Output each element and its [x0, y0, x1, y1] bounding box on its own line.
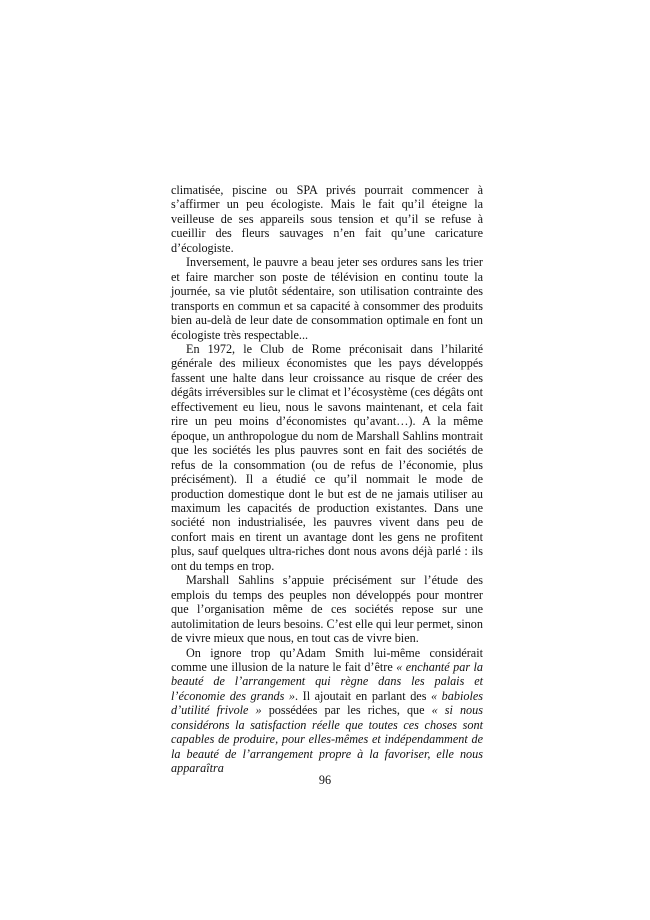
paragraph-5 — [171, 646, 483, 776]
paragraph-text: Inversement, le pauvre a beau jeter ses ordures sans les trier et faire marcher son poste de télévision en continu toute la journée, sa vie plutôt sédentaire, son utilisation contrainte des transports en commun et sa capacité à consommer des produits bien au-delà de leur date de consommation optimale en font un écologiste très respectable... — [171, 255, 483, 342]
paragraph-text: En 1972, le Club de Rome préconisait dans l’hilarité générale des milieux économistes que les pays développés fassent une halte dans leur croissance au risque de créer des dégâts irréversibles sur le climat et l’écosystème (ces dégâts ont effectivement eu lieu, nous le savons maintenant, et cela fait rire un peu moins d’économistes qu’avant…). A la même époque, un anthropologue du nom de Marshall Sahlins montrait que les sociétés les plus pauvres sont en fait des sociétés de refus de la consommation (ou de refus de l’économie, plus précisément). Il a étudié ce qu’il nommait le mode de production domestique dont le but est de ne jamais utiliser au maximum les capacités de production existantes. Dans une société non industrialisée, les pauvres vivent dans peu de confort mais en tirent un avantage dont les gens ne profitent plus, sauf quelques ultra-riches dont nous avons déjà parlé : ils ont du temps en trop. — [171, 341, 483, 573]
page-body — [171, 183, 483, 776]
paragraph-2 — [171, 255, 483, 342]
paragraph-text: . Il ajoutait en parlant des — [295, 688, 432, 703]
paragraph-1 — [171, 183, 483, 255]
paragraph-text: On ignore trop qu’Adam Smith lui-même considérait comme une illusion de la nature le fait d’être — [171, 645, 483, 674]
paragraph-4 — [171, 573, 483, 645]
paragraph-3 — [171, 342, 483, 573]
quote-babioles: « babioles d’utilité frivole » — [171, 688, 483, 718]
page-number: 96 — [318, 773, 332, 787]
paragraph-text: climatisée, piscine ou SPA privés pourrait commencer à s’affirmer un peu écologiste. Mais le fait qu’il éteigne la veilleuse de ses appareils sous tension et qu’il se refuse à cueillir des fleurs sauvages n’en fait qu’une caricature d’écologiste. — [171, 183, 483, 255]
quote-enchante: « enchanté par la beauté de l’arrangement qui règne dans les palais et l’économie des grands » — [171, 659, 483, 703]
quote-satisfaction: « si nous considérons la satisfaction réelle que toutes ces choses sont capables de produire, pour elles-mêmes et indépendamment de la beauté de l’arrangement propre à la favoriser, elle nous apparaîtra — [171, 703, 483, 776]
paragraph-text: Marshall Sahlins s’appuie précisément sur l’étude des emplois du temps des peuples non développés pour montrer que l’organisation même de ces sociétés repose sur une autolimitation de leurs besoins. C’est elle qui leur permet, sinon de vivre mieux que nous, en tout cas de vivre bien. — [171, 573, 483, 646]
paragraph-text: possédées par les riches, que — [261, 703, 432, 718]
